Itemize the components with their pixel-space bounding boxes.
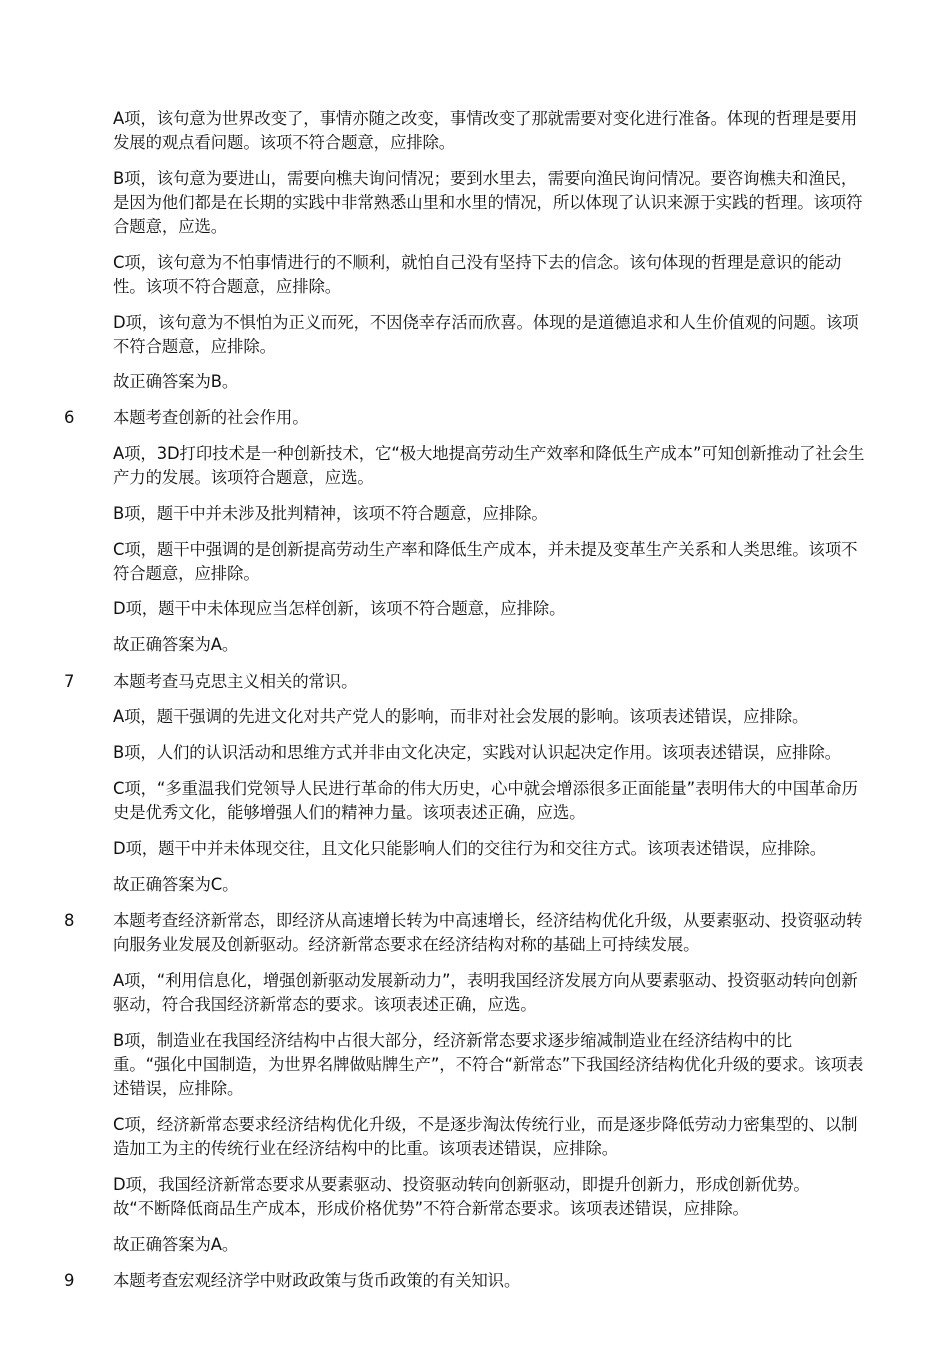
q7-option-c: C项，“多重温我们党领导人民进行革命的伟大历史，心中就会增添很多正面能量”表明伟大的中国革命历史是优秀文化，能够增强人们的精神力量。该项表述正确，应选。 (113, 779, 858, 822)
q8-option-b-line2: 重。“强化中国制造，为世界名牌做贴牌生产”，不符合“新常态”下我国经济结构优化升级的要求。该项表述错误，应排除。 (113, 1055, 864, 1098)
q8-option-d-line1: D项，我国经济新常态要求从要素驱动、投资驱动转向创新驱动，即提升创新力，形成创新优势。 (113, 1175, 810, 1194)
q9-number: 9 (64, 1271, 75, 1290)
q6-number: 6 (64, 408, 75, 427)
q7-option-d: D项，题干中并未体现交往，且文化只能影响人们的交往行为和交往方式。该项表述错误，应排除。 (113, 839, 827, 858)
q7-number: 7 (64, 672, 75, 691)
q9-intro: 本题考查宏观经济学中财政政策与货币政策的有关知识。 (113, 1271, 521, 1290)
q6-option-d: D项，题干中未体现应当怎样创新，该项不符合题意，应排除。 (113, 599, 566, 618)
q8-answer: 故正确答案为A。 (113, 1235, 239, 1254)
q8-option-c: C项，经济新常态要求经济结构优化升级，不是逐步淘汰传统行业，而是逐步降低劳动力密集型的、以制造加工为主的传统行业在经济结构中的比重。该项表述错误，应排除。 (113, 1115, 858, 1158)
q8-option-a: A项，“利用信息化，增强创新驱动发展新动力”，表明我国经济发展方向从要素驱动、投资驱动转向创新驱动，符合我国经济新常态的要求。该项表述正确，应选。 (113, 971, 858, 1014)
q5-option-d: D项，该句意为不惧怕为正义而死，不因侥幸存活而欣喜。体现的是道德追求和人生价值观的问题。该项不符合题意，应排除。 (113, 313, 859, 356)
q8-option-b-line1: B项，制造业在我国经济结构中占很大部分，经济新常态要求逐步缩减制造业在经济结构中的比 (113, 1031, 793, 1050)
q6-answer: 故正确答案为A。 (113, 635, 239, 654)
q5-option-b: B项，该句意为要进山，需要向樵夫询问情况；要到水里去，需要向渔民询问情况。要咨询樵夫和渔民，是因为他们都是在长期的实践中非常熟悉山里和水里的情况，所以体现了认识来源于实践的哲理。该项符合题意，应选。 (113, 169, 863, 236)
q8-number: 8 (64, 911, 75, 930)
q7-answer: 故正确答案为C。 (113, 875, 239, 894)
q5-option-c: C项，该句意为不怕事情进行的不顺利，就怕自己没有坚持下去的信念。该句体现的哲理是意识的能动性。该项不符合题意，应排除。 (113, 253, 842, 296)
q7-option-b: B项，人们的认识活动和思维方式并非由文化决定，实践对认识起决定作用。该项表述错误，应排除。 (113, 743, 841, 762)
q8-option-d-line2: 故“不断降低商品生产成本，形成价格优势”不符合新常态要求。该项表述错误，应排除。 (113, 1199, 749, 1218)
q5-answer: 故正确答案为B。 (113, 372, 239, 391)
q8-intro: 本题考查经济新常态，即经济从高速增长转为中高速增长，经济结构优化升级，从要素驱动、投资驱动转向服务业发展及创新驱动。经济新常态要求在经济结构对称的基础上可持续发展。 (113, 911, 863, 954)
q6-intro: 本题考查创新的社会作用。 (113, 408, 309, 427)
q7-intro: 本题考查马克思主义相关的常识。 (113, 672, 358, 691)
q7-option-a: A项，题干强调的先进文化对共产党人的影响，而非对社会发展的影响。该项表述错误，应排除。 (113, 707, 809, 726)
q6-option-a: A项，3D打印技术是一种创新技术，它“极大地提高劳动生产效率和降低生产成本”可知创新推动了社会生产力的发展。该项符合题意，应选。 (113, 444, 865, 487)
q5-option-a: A项，该句意为世界改变了，事情亦随之改变，事情改变了那就需要对变化进行准备。体现的哲理是要用发展的观点看问题。该项不符合题意，应排除。 (113, 109, 858, 152)
q6-option-c: C项，题干中强调的是创新提高劳动生产率和降低生产成本，并未提及变革生产关系和人类思维。该项不符合题意，应排除。 (113, 540, 858, 583)
q6-option-b: B项，题干中并未涉及批判精神，该项不符合题意，应排除。 (113, 504, 548, 523)
